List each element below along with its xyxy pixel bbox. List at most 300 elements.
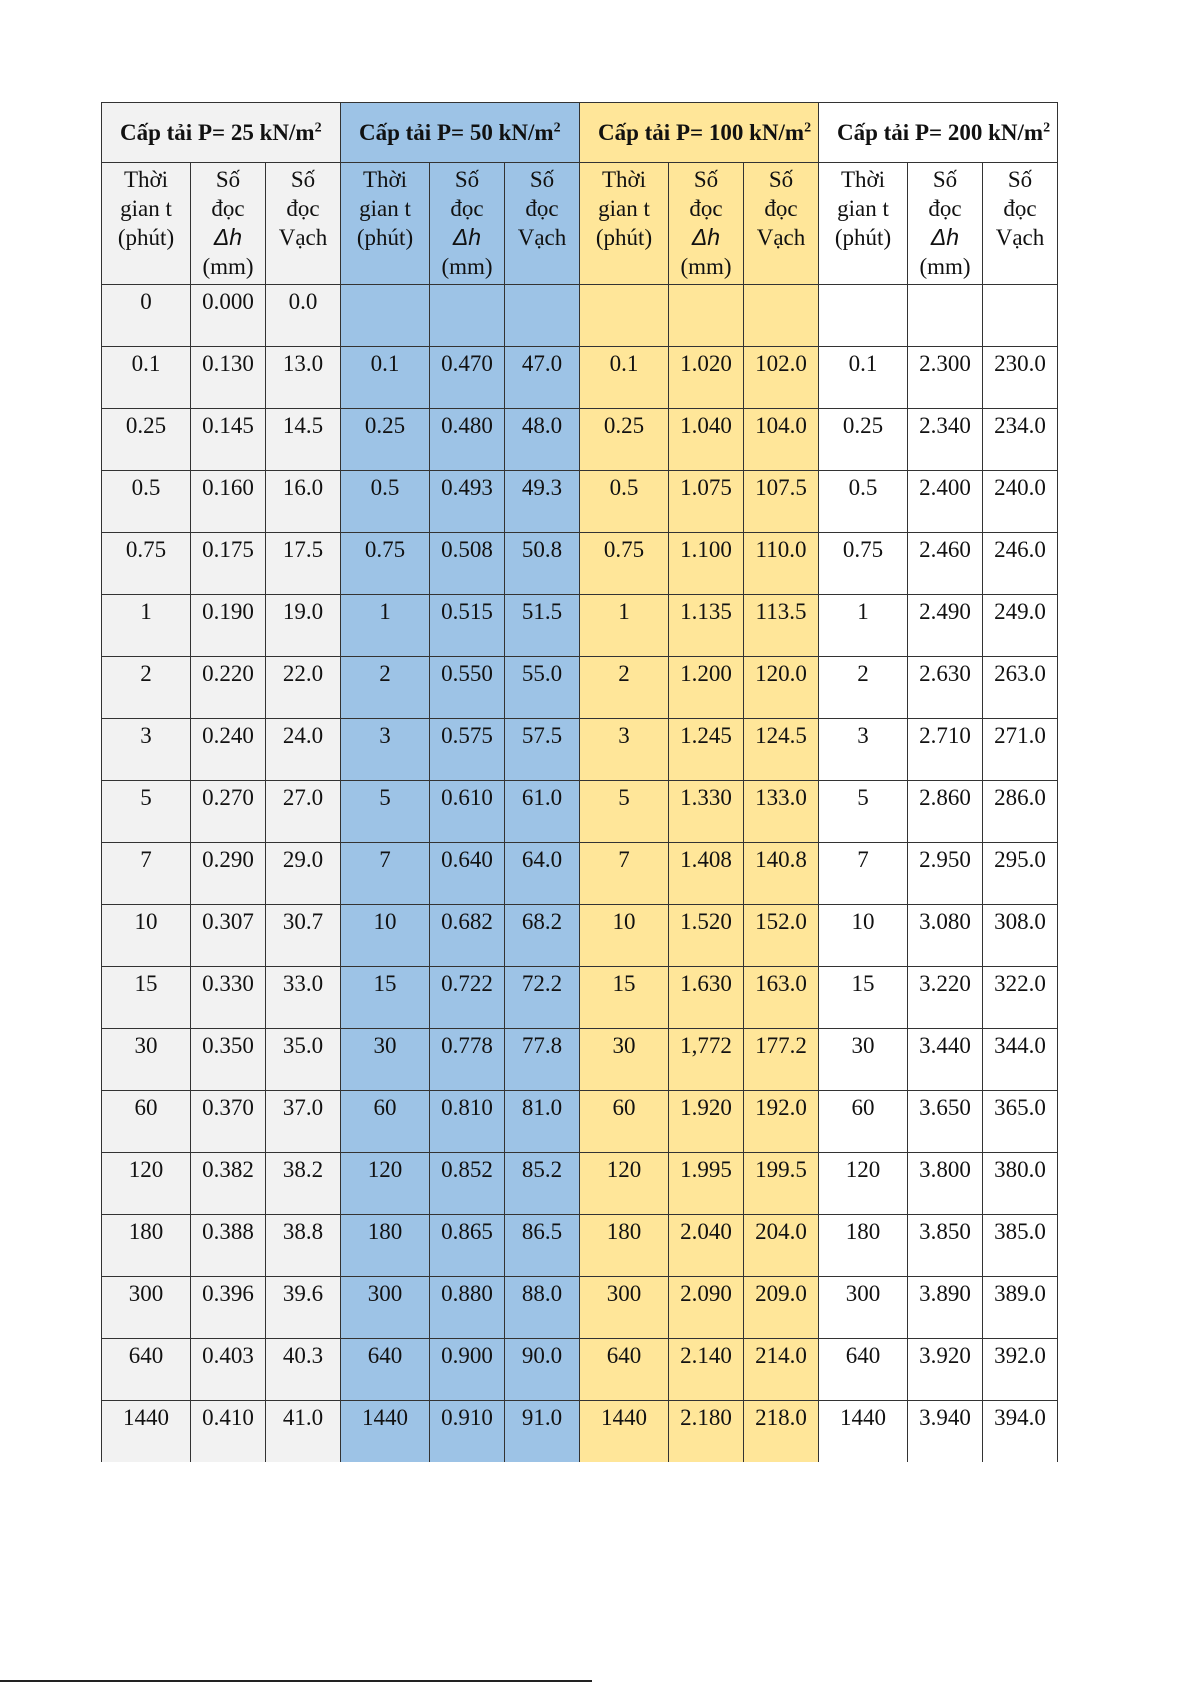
mark-cell: 322.0 (983, 967, 1058, 1029)
time-cell: 10 (580, 905, 669, 967)
mark-cell: 30.7 (266, 905, 341, 967)
dh-cell: 1.245 (669, 719, 744, 781)
time-cell: 5 (341, 781, 430, 843)
mark-cell: 102.0 (744, 347, 819, 409)
dh-cell: 3.800 (908, 1153, 983, 1215)
unit-exponent: 2 (804, 119, 812, 135)
table-row (102, 595, 1058, 657)
dh-cell: 0.722 (430, 967, 505, 1029)
time-cell: 0.5 (580, 471, 669, 533)
dh-cell: 2.950 (908, 843, 983, 905)
table-row (102, 533, 1058, 595)
mark-cell: 113.5 (744, 595, 819, 657)
time-cell: 10 (819, 905, 908, 967)
header-line: (phút) (834, 225, 892, 250)
mark-cell: 308.0 (983, 905, 1058, 967)
table-row (102, 843, 1058, 905)
mark-cell: 120.0 (744, 657, 819, 719)
time-cell: 0.1 (102, 347, 191, 409)
mark-cell (744, 285, 819, 347)
table-row (102, 781, 1058, 843)
mark-cell: 17.5 (266, 533, 341, 595)
time-cell (341, 285, 430, 347)
mark-cell: 37.0 (266, 1091, 341, 1153)
header-line: Số (529, 167, 555, 192)
mark-cell: 81.0 (505, 1091, 580, 1153)
time-cell: 120 (102, 1153, 191, 1215)
mark-cell: 0.0 (266, 285, 341, 347)
table-row (102, 657, 1058, 719)
mark-cell: 47.0 (505, 347, 580, 409)
dh-cell: 0.865 (430, 1215, 505, 1277)
dh-cell: 0.175 (191, 533, 266, 595)
time-cell: 1 (819, 595, 908, 657)
dh-cell: 0.880 (430, 1277, 505, 1339)
mark-cell: 38.8 (266, 1215, 341, 1277)
table-row (102, 719, 1058, 781)
time-cell: 1440 (341, 1401, 430, 1463)
header-line: đọc (928, 196, 962, 221)
header-line: Vạch (517, 225, 567, 250)
header-line: Số (932, 167, 958, 192)
mark-cell: 249.0 (983, 595, 1058, 657)
header-line: Δh (930, 224, 960, 250)
load-level-header-row (102, 103, 1058, 163)
header-line: Số (454, 167, 480, 192)
header-line: Vạch (278, 225, 328, 250)
dh-cell: 2.710 (908, 719, 983, 781)
time-cell: 0.1 (580, 347, 669, 409)
mark-cell: 152.0 (744, 905, 819, 967)
dh-cell: 3.650 (908, 1091, 983, 1153)
time-cell: 60 (102, 1091, 191, 1153)
mark-reading-column-header (266, 163, 341, 285)
time-cell (819, 285, 908, 347)
mark-cell: 61.0 (505, 781, 580, 843)
time-cell: 7 (102, 843, 191, 905)
mark-cell: 385.0 (983, 1215, 1058, 1277)
time-cell: 180 (341, 1215, 430, 1277)
dh-cell: 0.190 (191, 595, 266, 657)
time-cell: 0.75 (819, 533, 908, 595)
time-cell: 10 (341, 905, 430, 967)
time-cell: 7 (819, 843, 908, 905)
time-cell: 300 (580, 1277, 669, 1339)
time-cell: 120 (819, 1153, 908, 1215)
time-cell: 60 (341, 1091, 430, 1153)
time-cell: 640 (341, 1339, 430, 1401)
dh-cell: 0.640 (430, 843, 505, 905)
mark-cell: 41.0 (266, 1401, 341, 1463)
dh-cell: 0.610 (430, 781, 505, 843)
header-line: Số (215, 167, 241, 192)
dh-cell: 2.860 (908, 781, 983, 843)
mark-cell: 392.0 (983, 1339, 1058, 1401)
time-cell (580, 285, 669, 347)
dh-cell: 2.460 (908, 533, 983, 595)
dh-cell: 2.040 (669, 1215, 744, 1277)
header-line: (mm) (919, 254, 971, 279)
table-row (102, 1215, 1058, 1277)
dh-cell: 0.220 (191, 657, 266, 719)
mark-cell: 104.0 (744, 409, 819, 471)
mark-cell: 295.0 (983, 843, 1058, 905)
dh-cell: 0.145 (191, 409, 266, 471)
dh-cell: 1.630 (669, 967, 744, 1029)
dh-cell: 0.515 (430, 595, 505, 657)
time-cell: 0.75 (580, 533, 669, 595)
load-level-label: Cấp tải P= 25 kN/m (120, 119, 315, 145)
mark-cell: 35.0 (266, 1029, 341, 1091)
table-row (102, 471, 1058, 533)
load-level-label: Cấp tải P= 200 kN/m (837, 119, 1044, 145)
header-line: đọc (450, 196, 484, 221)
header-line: Thời (362, 167, 408, 192)
mark-cell: 230.0 (983, 347, 1058, 409)
mark-cell: 271.0 (983, 719, 1058, 781)
dh-reading-column-header (191, 163, 266, 285)
time-cell: 0.5 (819, 471, 908, 533)
dh-cell: 0.307 (191, 905, 266, 967)
mark-cell: 57.5 (505, 719, 580, 781)
header-line: Số (693, 167, 719, 192)
dh-cell: 2.400 (908, 471, 983, 533)
load-level-label: Cấp tải P= 100 kN/m (598, 119, 805, 145)
mark-cell: 380.0 (983, 1153, 1058, 1215)
time-cell: 1440 (102, 1401, 191, 1463)
dh-cell: 2.140 (669, 1339, 744, 1401)
dh-cell: 0.370 (191, 1091, 266, 1153)
header-line: Δh (452, 224, 482, 250)
dh-cell: 0.910 (430, 1401, 505, 1463)
readings-body (102, 285, 1058, 1463)
dh-cell (669, 285, 744, 347)
mark-cell: 51.5 (505, 595, 580, 657)
mark-cell: 209.0 (744, 1277, 819, 1339)
dh-cell: 0.330 (191, 967, 266, 1029)
mark-cell: 24.0 (266, 719, 341, 781)
header-line: Δh (213, 224, 243, 250)
header-line: đọc (764, 196, 798, 221)
dh-cell: 1.408 (669, 843, 744, 905)
table-row (102, 1091, 1058, 1153)
mark-cell: 49.3 (505, 471, 580, 533)
dh-cell: 0.575 (430, 719, 505, 781)
mark-cell: 50.8 (505, 533, 580, 595)
header-line: (mm) (680, 254, 732, 279)
mark-cell: 107.5 (744, 471, 819, 533)
dh-cell: 0.470 (430, 347, 505, 409)
time-column-header (580, 163, 669, 285)
dh-cell: 0.480 (430, 409, 505, 471)
time-cell: 640 (580, 1339, 669, 1401)
dh-cell: 1.995 (669, 1153, 744, 1215)
mark-cell: 64.0 (505, 843, 580, 905)
dh-cell: 1.100 (669, 533, 744, 595)
mark-cell: 68.2 (505, 905, 580, 967)
header-line: Thời (123, 167, 169, 192)
dh-cell: 2.630 (908, 657, 983, 719)
dh-cell: 1.200 (669, 657, 744, 719)
mark-cell: 77.8 (505, 1029, 580, 1091)
time-cell: 15 (580, 967, 669, 1029)
dh-cell: 0.493 (430, 471, 505, 533)
mark-cell: 72.2 (505, 967, 580, 1029)
mark-cell (983, 285, 1058, 347)
dh-cell: 0.550 (430, 657, 505, 719)
time-cell: 640 (102, 1339, 191, 1401)
dh-cell: 3.440 (908, 1029, 983, 1091)
time-cell: 0.1 (341, 347, 430, 409)
time-cell: 0 (102, 285, 191, 347)
dh-cell: 0.682 (430, 905, 505, 967)
mark-cell: 263.0 (983, 657, 1058, 719)
mark-reading-column-header (983, 163, 1058, 285)
mark-cell: 39.6 (266, 1277, 341, 1339)
table-row (102, 905, 1058, 967)
load-level-header (102, 103, 341, 163)
mark-cell: 163.0 (744, 967, 819, 1029)
mark-cell: 110.0 (744, 533, 819, 595)
mark-cell (505, 285, 580, 347)
mark-cell: 40.3 (266, 1339, 341, 1401)
time-cell: 300 (819, 1277, 908, 1339)
mark-cell: 124.5 (744, 719, 819, 781)
header-line: Δh (691, 224, 721, 250)
dh-cell: 3.220 (908, 967, 983, 1029)
load-level-header (819, 103, 1058, 163)
dh-reading-column-header (908, 163, 983, 285)
load-level-label: Cấp tải P= 50 kN/m (359, 119, 554, 145)
table-row (102, 1153, 1058, 1215)
time-cell: 1 (102, 595, 191, 657)
dh-cell: 0.290 (191, 843, 266, 905)
dh-cell: 2.340 (908, 409, 983, 471)
dh-cell: 0.852 (430, 1153, 505, 1215)
mark-cell: 389.0 (983, 1277, 1058, 1339)
table-row (102, 1277, 1058, 1339)
dh-cell: 3.890 (908, 1277, 983, 1339)
time-cell: 5 (102, 781, 191, 843)
time-cell: 300 (102, 1277, 191, 1339)
time-cell: 1440 (580, 1401, 669, 1463)
time-cell: 0.5 (102, 471, 191, 533)
header-line: (phút) (356, 225, 414, 250)
mark-cell: 344.0 (983, 1029, 1058, 1091)
mark-cell: 246.0 (983, 533, 1058, 595)
header-line: (mm) (202, 254, 254, 279)
time-column-header (102, 163, 191, 285)
time-column-header (819, 163, 908, 285)
dh-cell: 2.180 (669, 1401, 744, 1463)
dh-cell: 0.396 (191, 1277, 266, 1339)
dh-cell: 0.350 (191, 1029, 266, 1091)
mark-reading-column-header (505, 163, 580, 285)
header-line: (phút) (117, 225, 175, 250)
mark-cell: 88.0 (505, 1277, 580, 1339)
header-line: Thời (840, 167, 886, 192)
time-cell: 10 (102, 905, 191, 967)
time-cell: 2 (580, 657, 669, 719)
time-cell: 60 (580, 1091, 669, 1153)
load-level-header (580, 103, 819, 163)
dh-cell: 1.020 (669, 347, 744, 409)
time-cell: 2 (102, 657, 191, 719)
mark-cell: 16.0 (266, 471, 341, 533)
dh-cell: 0.130 (191, 347, 266, 409)
dh-cell (908, 285, 983, 347)
dh-cell: 0.410 (191, 1401, 266, 1463)
header-line: (mm) (441, 254, 493, 279)
header-line: gian t (359, 196, 411, 221)
dh-cell: 0.240 (191, 719, 266, 781)
header-line: Số (1007, 167, 1033, 192)
time-cell: 1 (580, 595, 669, 657)
time-cell: 120 (580, 1153, 669, 1215)
time-cell: 0.75 (102, 533, 191, 595)
mark-cell: 234.0 (983, 409, 1058, 471)
mark-cell: 14.5 (266, 409, 341, 471)
mark-cell: 27.0 (266, 781, 341, 843)
header-line: Số (768, 167, 794, 192)
dh-cell: 0.270 (191, 781, 266, 843)
header-line: Vạch (995, 225, 1045, 250)
time-cell: 0.25 (819, 409, 908, 471)
unit-exponent: 2 (1043, 119, 1051, 135)
dh-cell: 2.090 (669, 1277, 744, 1339)
dh-cell: 0.388 (191, 1215, 266, 1277)
header-line: đọc (1003, 196, 1037, 221)
table-row (102, 1401, 1058, 1463)
mark-cell: 19.0 (266, 595, 341, 657)
time-cell: 15 (341, 967, 430, 1029)
header-line: gian t (837, 196, 889, 221)
dh-cell: 1.330 (669, 781, 744, 843)
dh-cell: 2.490 (908, 595, 983, 657)
unit-exponent: 2 (553, 119, 561, 135)
dh-cell: 0.403 (191, 1339, 266, 1401)
dh-cell: 0.508 (430, 533, 505, 595)
time-cell: 640 (819, 1339, 908, 1401)
dh-cell: 1.075 (669, 471, 744, 533)
time-cell: 3 (580, 719, 669, 781)
dh-cell: 0.382 (191, 1153, 266, 1215)
dh-cell (430, 285, 505, 347)
load-level-header (341, 103, 580, 163)
mark-cell: 48.0 (505, 409, 580, 471)
time-cell: 180 (580, 1215, 669, 1277)
time-cell: 30 (102, 1029, 191, 1091)
time-cell: 5 (580, 781, 669, 843)
table-row (102, 347, 1058, 409)
header-line: đọc (211, 196, 245, 221)
dh-cell: 2.300 (908, 347, 983, 409)
mark-cell: 91.0 (505, 1401, 580, 1463)
table-row (102, 285, 1058, 347)
mark-cell: 286.0 (983, 781, 1058, 843)
dh-cell: 3.850 (908, 1215, 983, 1277)
mark-cell: 394.0 (983, 1401, 1058, 1463)
dh-reading-column-header (430, 163, 505, 285)
time-cell: 1 (341, 595, 430, 657)
time-cell: 0.25 (580, 409, 669, 471)
table-row (102, 1029, 1058, 1091)
dh-cell: 3.920 (908, 1339, 983, 1401)
dh-cell: 0.000 (191, 285, 266, 347)
mark-cell: 29.0 (266, 843, 341, 905)
time-column-header (341, 163, 430, 285)
time-cell: 30 (819, 1029, 908, 1091)
consolidation-readings-table (101, 102, 1058, 1462)
dh-cell: 1.920 (669, 1091, 744, 1153)
time-cell: 0.1 (819, 347, 908, 409)
dh-cell: 1.520 (669, 905, 744, 967)
time-cell: 3 (819, 719, 908, 781)
dh-cell: 1.040 (669, 409, 744, 471)
header-line: đọc (525, 196, 559, 221)
time-cell: 0.25 (341, 409, 430, 471)
time-cell: 120 (341, 1153, 430, 1215)
header-line: đọc (286, 196, 320, 221)
mark-cell: 38.2 (266, 1153, 341, 1215)
mark-cell: 133.0 (744, 781, 819, 843)
time-cell: 180 (102, 1215, 191, 1277)
mark-cell: 199.5 (744, 1153, 819, 1215)
time-cell: 180 (819, 1215, 908, 1277)
time-cell: 300 (341, 1277, 430, 1339)
mark-cell: 86.5 (505, 1215, 580, 1277)
unit-exponent: 2 (314, 119, 322, 135)
dh-cell: 0.778 (430, 1029, 505, 1091)
column-header-row (102, 163, 1058, 285)
dh-cell: 0.160 (191, 471, 266, 533)
mark-cell: 85.2 (505, 1153, 580, 1215)
time-cell: 60 (819, 1091, 908, 1153)
dh-cell: 1,772 (669, 1029, 744, 1091)
table-row (102, 409, 1058, 471)
mark-cell: 214.0 (744, 1339, 819, 1401)
time-cell: 3 (102, 719, 191, 781)
mark-cell: 33.0 (266, 967, 341, 1029)
header-line: Số (290, 167, 316, 192)
time-cell: 0.5 (341, 471, 430, 533)
mark-cell: 90.0 (505, 1339, 580, 1401)
time-cell: 1440 (819, 1401, 908, 1463)
time-cell: 7 (341, 843, 430, 905)
time-cell: 15 (102, 967, 191, 1029)
table-row (102, 1339, 1058, 1401)
header-line: gian t (598, 196, 650, 221)
header-line: gian t (120, 196, 172, 221)
dh-cell: 0.810 (430, 1091, 505, 1153)
time-cell: 0.75 (341, 533, 430, 595)
time-cell: 15 (819, 967, 908, 1029)
mark-cell: 55.0 (505, 657, 580, 719)
mark-cell: 177.2 (744, 1029, 819, 1091)
table-row (102, 967, 1058, 1029)
mark-cell: 192.0 (744, 1091, 819, 1153)
time-cell: 7 (580, 843, 669, 905)
time-cell: 0.25 (102, 409, 191, 471)
mark-cell: 204.0 (744, 1215, 819, 1277)
header-line: (phút) (595, 225, 653, 250)
mark-cell: 240.0 (983, 471, 1058, 533)
header-line: Thời (601, 167, 647, 192)
dh-cell: 3.940 (908, 1401, 983, 1463)
time-cell: 30 (580, 1029, 669, 1091)
header-line: đọc (689, 196, 723, 221)
dh-cell: 0.900 (430, 1339, 505, 1401)
